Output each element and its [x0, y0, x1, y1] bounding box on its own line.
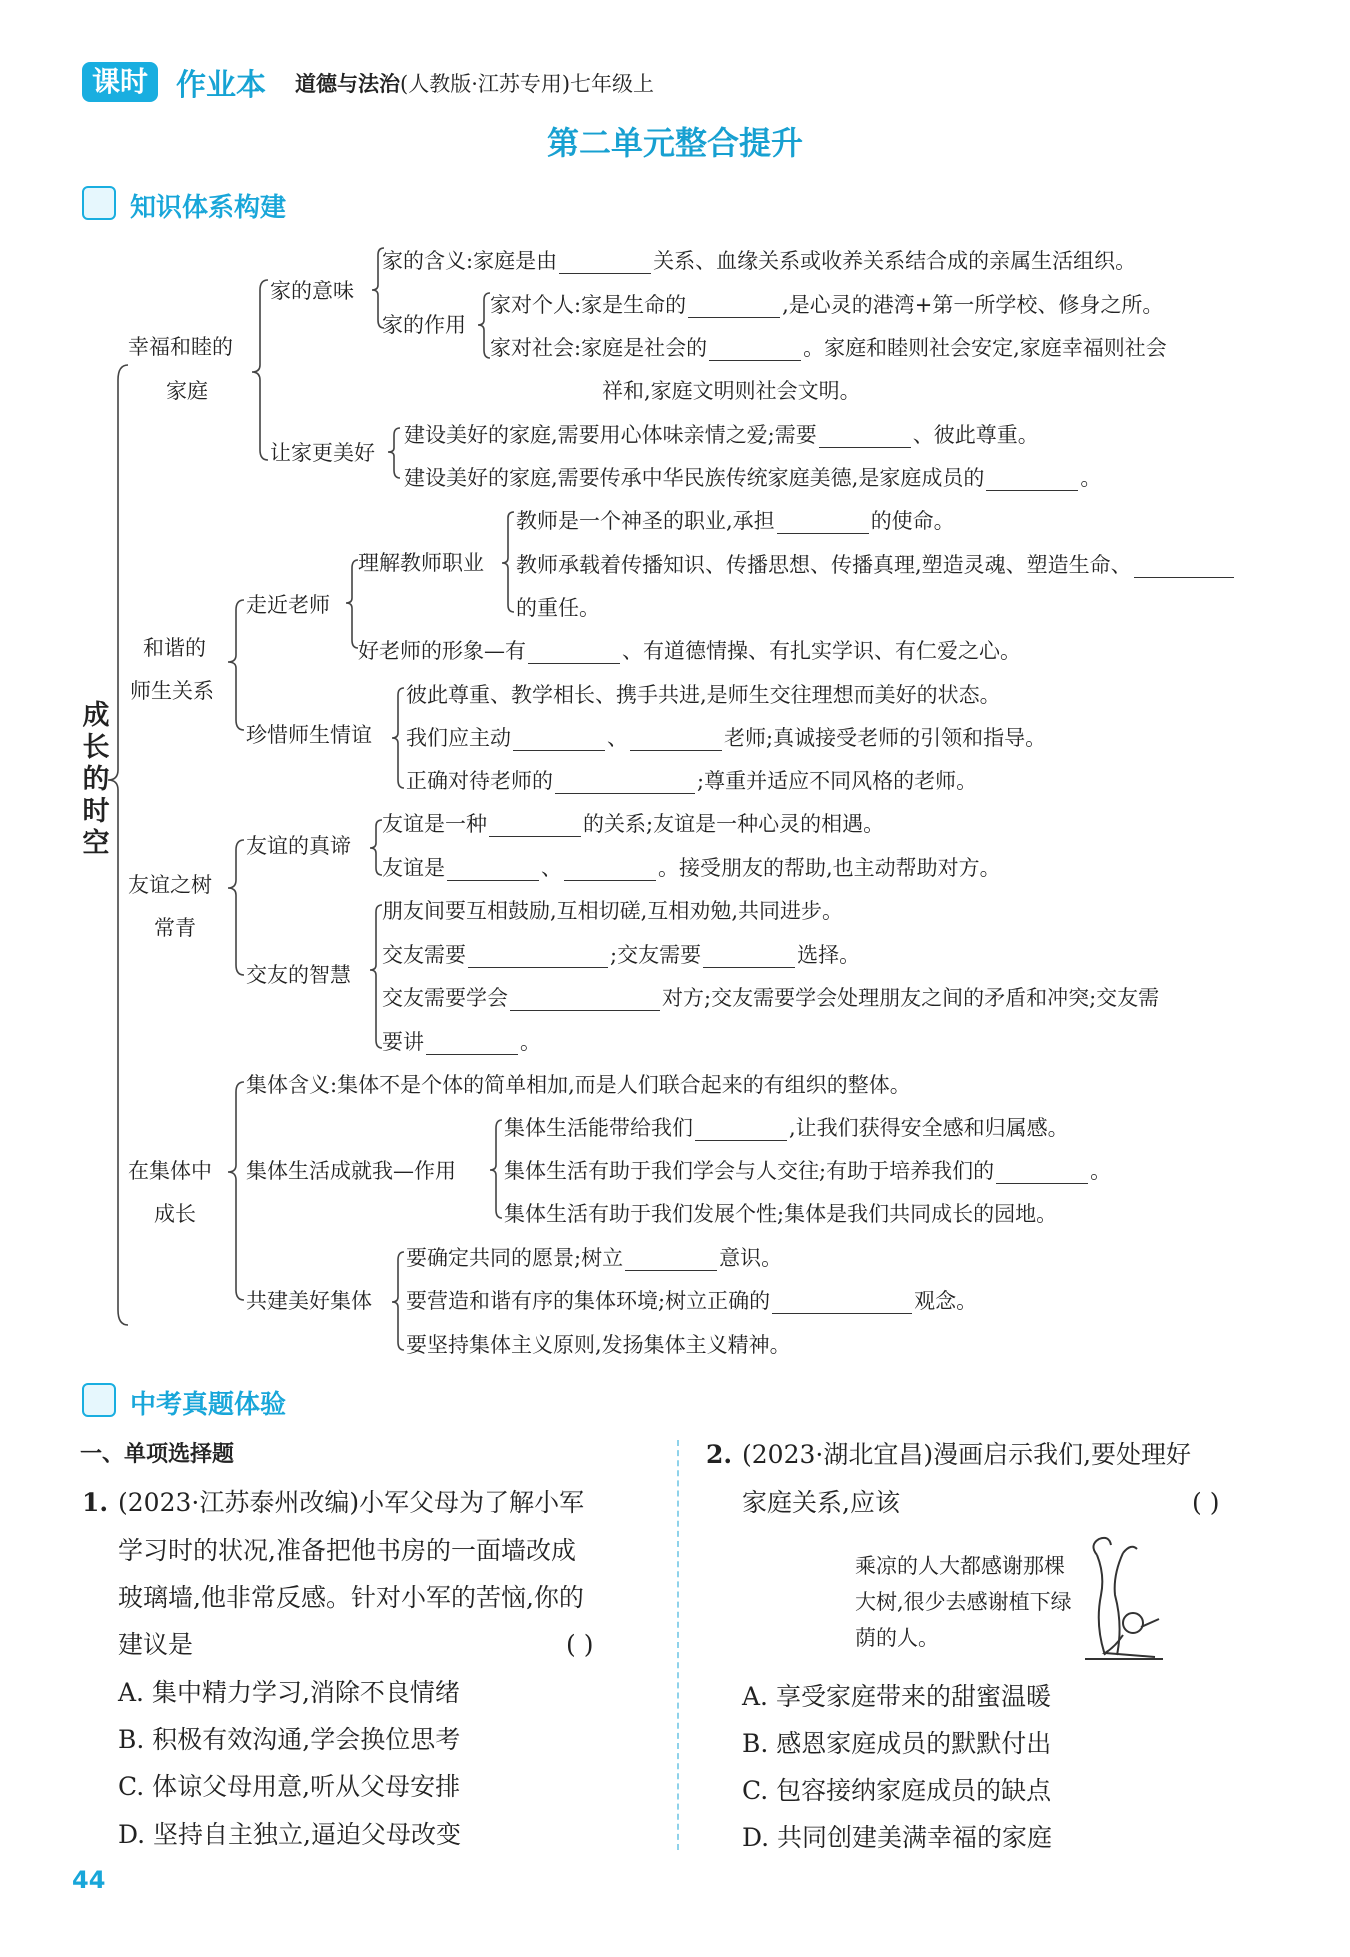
q1-line3: 玻璃墙,他非常反感。针对小军的苦恼,你的 — [118, 1583, 584, 1612]
q2-answer-paren[interactable]: ( ) — [1192, 1488, 1220, 1517]
q1-option-c[interactable]: C. 体谅父母用意,听从父母安排 — [118, 1772, 461, 1801]
node-teacher-title-2: 师生关系 — [130, 679, 214, 703]
column-divider — [677, 1440, 679, 1850]
node-wisdom-c: 交友需要学会 对方;交友需要学会处理朋友之间的矛盾和冲突;交友需 — [382, 986, 1160, 1010]
node-build-a: 要确定共同的愿景;树立 意识。 — [406, 1246, 783, 1270]
node-profession-a: 教师是一个神圣的职业,承担 的使命。 — [516, 509, 955, 533]
node-wisdom-b: 交友需要 ;交友需要 选择。 — [382, 943, 861, 967]
node-home-meaning: 家的意味 — [270, 279, 354, 303]
part-title: 一、单项选择题 — [80, 1442, 235, 1467]
node-teacher-title: 和谐的 — [143, 636, 206, 660]
answer-blank[interactable] — [1134, 555, 1234, 578]
node-role-b: 集体生活有助于我们学会与人交往;有助于培养我们的 。 — [504, 1159, 1112, 1183]
page-heading: 第二单元整合提升 — [546, 124, 803, 162]
section2-title: 中考真题体验 — [130, 1390, 287, 1420]
node-home-definition: 家的含义:家庭是由 关系、血缘关系或收养关系结合成的亲属生活组织。 — [382, 249, 1137, 273]
node-cherish-bond: 珍惜师生情谊 — [246, 723, 372, 747]
node-essence-a: 友谊是一种 的关系;友谊是一种心灵的相遇。 — [382, 812, 885, 836]
edition-info: (人教版·江苏专用)七年级上 — [400, 72, 655, 96]
answer-blank[interactable] — [528, 641, 620, 664]
answer-blank[interactable] — [703, 945, 795, 968]
q1-option-d[interactable]: D. 坚持自主独立,逼迫父母改变 — [118, 1820, 461, 1849]
node-collective-title-2: 成长 — [154, 1202, 196, 1226]
node-collective-role: 集体生活成就我—作用 — [246, 1159, 456, 1183]
exam-icon — [82, 1383, 116, 1417]
q1-answer-paren[interactable]: ( ) — [566, 1630, 594, 1659]
answer-blank[interactable] — [777, 511, 869, 534]
node-role-a: 集体生活能带给我们 ,让我们获得安全感和归属感。 — [504, 1116, 1069, 1140]
q1-option-b[interactable]: B. 积极有效沟通,学会换位思考 — [118, 1725, 461, 1754]
node-friendship-wisdom: 交友的智慧 — [246, 963, 351, 987]
node-friendship-essence: 友谊的真谛 — [246, 834, 351, 858]
node-family-title: 幸福和睦的 — [128, 335, 233, 359]
node-profession-b: 教师承载着传播知识、传播思想、传播真理,塑造灵魂、塑造生命、 — [516, 552, 1236, 578]
node-essence-b: 友谊是 、 。接受朋友的帮助,也主动帮助对方。 — [382, 856, 1001, 880]
node-home-society: 家对社会:家庭是社会的 。家庭和睦则社会安定,家庭幸福则社会 — [490, 336, 1167, 360]
node-bond-a: 彼此尊重、教学相长、携手共进,是师生交往理想而美好的状态。 — [406, 683, 1001, 707]
logo-badge: 课时 — [82, 62, 158, 102]
node-role-c: 集体生活有助于我们发展个性;集体是我们共同成长的园地。 — [504, 1202, 1058, 1226]
node-build-b: 要营造和谐有序的集体环境;树立正确的 观念。 — [406, 1289, 978, 1313]
node-approach-teacher: 走近老师 — [246, 593, 330, 617]
node-understand-profession: 理解教师职业 — [358, 551, 484, 575]
subject-name: 道德与法治 — [295, 72, 400, 96]
answer-blank[interactable] — [510, 988, 660, 1011]
node-family-title-2: 家庭 — [166, 379, 208, 403]
answer-blank[interactable] — [625, 1248, 717, 1271]
node-bond-c: 正确对待老师的 ;尊重并适应不同风格的老师。 — [406, 769, 978, 793]
answer-blank[interactable] — [772, 1291, 912, 1314]
answer-blank[interactable] — [426, 1032, 518, 1055]
mindmap-root: 成长的时空 — [82, 700, 110, 859]
page-number: 44 — [72, 1866, 106, 1894]
node-bond-b: 我们应主动 、 老师;真诚接受老师的引领和指导。 — [406, 726, 1047, 750]
logo-text: 作业本 — [176, 68, 266, 103]
node-collective-meaning: 集体含义:集体不是个体的简单相加,而是人们联合起来的有组织的整体。 — [246, 1073, 911, 1097]
answer-blank[interactable] — [447, 858, 539, 881]
comic-figure-icon — [1075, 1535, 1165, 1665]
node-profession-b-2: 的重任。 — [516, 596, 600, 620]
node-home-society-2: 祥和,家庭文明则社会文明。 — [602, 379, 861, 403]
answer-blank[interactable] — [630, 728, 722, 751]
answer-blank[interactable] — [695, 1118, 787, 1141]
node-build-c: 要坚持集体主义原则,发扬集体主义精神。 — [406, 1333, 791, 1357]
answer-blank[interactable] — [819, 425, 911, 448]
comic-caption: 乘凉的人大都感谢那棵大树,很少去感谢植下绿荫的人。 — [855, 1554, 1072, 1650]
answer-blank[interactable] — [709, 338, 801, 361]
answer-blank[interactable] — [996, 1161, 1088, 1184]
node-friendship-title: 友谊之树 — [128, 873, 212, 897]
node-home-function: 家的作用 — [382, 313, 466, 337]
node-good-teacher: 好老师的形象—有 、有道德情操、有扎实学识、有仁爱之心。 — [358, 639, 1021, 663]
node-wisdom-c-2: 要讲 。 — [382, 1030, 541, 1054]
answer-blank[interactable] — [468, 945, 608, 968]
section1-title: 知识体系构建 — [130, 193, 287, 223]
node-build-collective: 共建美好集体 — [246, 1289, 372, 1313]
q2-option-d[interactable]: D. 共同创建美满幸福的家庭 — [742, 1823, 1053, 1852]
q1-line2: 学习时的状况,准备把他书房的一面墙改成 — [118, 1536, 576, 1565]
q1-line4: 建议是 — [118, 1630, 194, 1659]
node-collective-title: 在集体中 — [128, 1159, 212, 1183]
node-home-individual: 家对个人:家是生命的 ,是心灵的港湾+第一所学校、修身之所。 — [490, 293, 1164, 317]
q2-option-c[interactable]: C. 包容接纳家庭成员的缺点 — [742, 1776, 1052, 1805]
q1-line1: (2023·江苏泰州改编)小军父母为了解小军 — [118, 1488, 585, 1517]
answer-blank[interactable] — [688, 295, 780, 318]
node-better-home-a: 建设美好的家庭,需要用心体味亲情之爱;需要 、彼此尊重。 — [404, 423, 1039, 447]
node-better-home: 让家更美好 — [270, 441, 375, 465]
q2-option-b[interactable]: B. 感恩家庭成员的默默付出 — [742, 1729, 1052, 1758]
answer-blank[interactable] — [986, 468, 1078, 491]
answer-blank[interactable] — [555, 771, 695, 794]
q2-number: 2. — [706, 1440, 733, 1469]
q2-option-a[interactable]: A. 享受家庭带来的甜蜜温暖 — [742, 1682, 1051, 1711]
node-wisdom-a: 朋友间要互相鼓励,互相切磋,互相劝勉,共同进步。 — [382, 899, 844, 923]
node-better-home-b: 建设美好的家庭,需要传承中华民族传统家庭美德,是家庭成员的 。 — [404, 466, 1102, 490]
q1-option-a[interactable]: A. 集中精力学习,消除不良情绪 — [118, 1678, 460, 1707]
answer-blank[interactable] — [564, 858, 656, 881]
answer-blank[interactable] — [559, 251, 651, 274]
node-friendship-title-2: 常青 — [154, 916, 196, 940]
answer-blank[interactable] — [489, 814, 581, 837]
q1-number: 1. — [82, 1488, 109, 1517]
q2-line1: (2023·湖北宜昌)漫画启示我们,要处理好 — [742, 1440, 1192, 1469]
q2-line2: 家庭关系,应该 — [742, 1488, 900, 1517]
answer-blank[interactable] — [513, 728, 605, 751]
